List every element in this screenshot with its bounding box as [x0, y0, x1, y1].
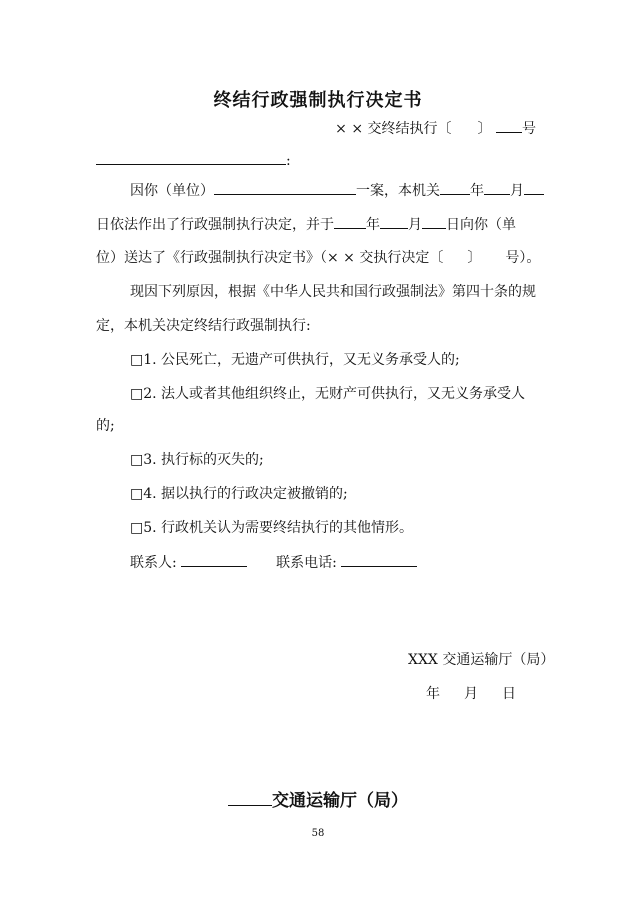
para2-line2: 定，本机关决定终结行政强制执行:	[96, 318, 311, 334]
option-2-continuation: 的;	[96, 418, 115, 434]
doc-number-prefix: × × 交终结执行〔	[335, 121, 452, 137]
option-5	[130, 518, 413, 538]
para1-line2	[96, 214, 516, 235]
option-3	[130, 450, 264, 470]
option-text: 公民死亡，无遗产可供执行，又无义务承受人的;	[161, 352, 460, 368]
para1-text: 月	[408, 217, 422, 233]
option-2	[130, 384, 525, 404]
contact-line	[130, 552, 417, 573]
date-day: 日	[502, 686, 516, 702]
page-number: 58	[311, 828, 325, 839]
issuing-agency: XXX 交通运输厅（局）	[408, 652, 555, 668]
para2-line1: 现因下列原因，根据《中华人民共和国行政强制法》第四十条的规	[130, 284, 536, 300]
recipient-colon: :	[286, 153, 291, 169]
option-text: 行政机关认为需要终结执行的其他情形。	[161, 520, 414, 536]
recipient-blank	[96, 150, 286, 165]
footer-department-blank	[228, 789, 272, 806]
checkbox-icon: □	[130, 486, 144, 502]
para1-text: 位）送达了《行政强制执行决定书》（× × 交执行决定〔	[96, 250, 444, 266]
contact-person-blank	[181, 552, 247, 567]
day-blank	[422, 214, 446, 229]
recipient-line	[96, 150, 291, 171]
doc-number-suffix: 号	[522, 121, 536, 137]
para1-line1	[130, 180, 544, 201]
month-blank	[484, 180, 510, 195]
issue-date	[426, 683, 540, 703]
para1-line3	[96, 248, 540, 268]
option-number: 1.	[143, 352, 157, 368]
month-blank	[380, 214, 408, 229]
option-1	[130, 350, 460, 370]
option-text: 执行标的灭失的;	[161, 452, 264, 468]
case-blank	[214, 180, 356, 195]
para1-text: 因你（单位）	[130, 183, 214, 199]
para1-text: 年	[470, 183, 484, 199]
option-number: 4.	[143, 486, 157, 502]
option-number: 2.	[143, 386, 157, 402]
doc-number-bracket: 〕	[477, 121, 492, 137]
option-number: 5.	[143, 520, 157, 536]
contact-phone-label: 联系电话:	[276, 555, 337, 571]
checkbox-icon: □	[130, 386, 144, 402]
option-number: 3.	[143, 452, 157, 468]
option-text: 据以执行的行政决定被撤销的;	[161, 486, 348, 502]
date-month: 月	[464, 686, 478, 702]
option-4	[130, 484, 348, 504]
year-blank	[334, 214, 366, 229]
para1-text: 日依法作出了行政强制执行决定，并于	[96, 217, 334, 233]
day-blank	[524, 180, 544, 195]
para1-text: 一案，本机关	[356, 183, 440, 199]
para1-text: 〕	[467, 250, 482, 266]
checkbox-icon: □	[130, 520, 144, 536]
document-title: 终结行政强制执行决定书	[213, 90, 423, 111]
para1-text: 日向你（单	[446, 217, 516, 233]
para1-text: 号）。	[505, 250, 541, 266]
contact-phone-blank	[341, 552, 417, 567]
option-text: 法人或者其他组织终止，无财产可供执行，又无义务承受人	[161, 386, 526, 402]
para1-text: 年	[366, 217, 380, 233]
para1-text: 月	[510, 183, 524, 199]
footer-department	[0, 786, 636, 811]
date-year: 年	[426, 686, 440, 702]
document-number	[335, 118, 536, 138]
checkbox-icon: □	[130, 352, 144, 368]
doc-number-blank	[496, 118, 522, 133]
contact-person-label: 联系人:	[130, 555, 177, 571]
checkbox-icon: □	[130, 452, 144, 468]
year-blank	[440, 180, 470, 195]
footer-department-label: 交通运输厅（局）	[272, 791, 408, 811]
